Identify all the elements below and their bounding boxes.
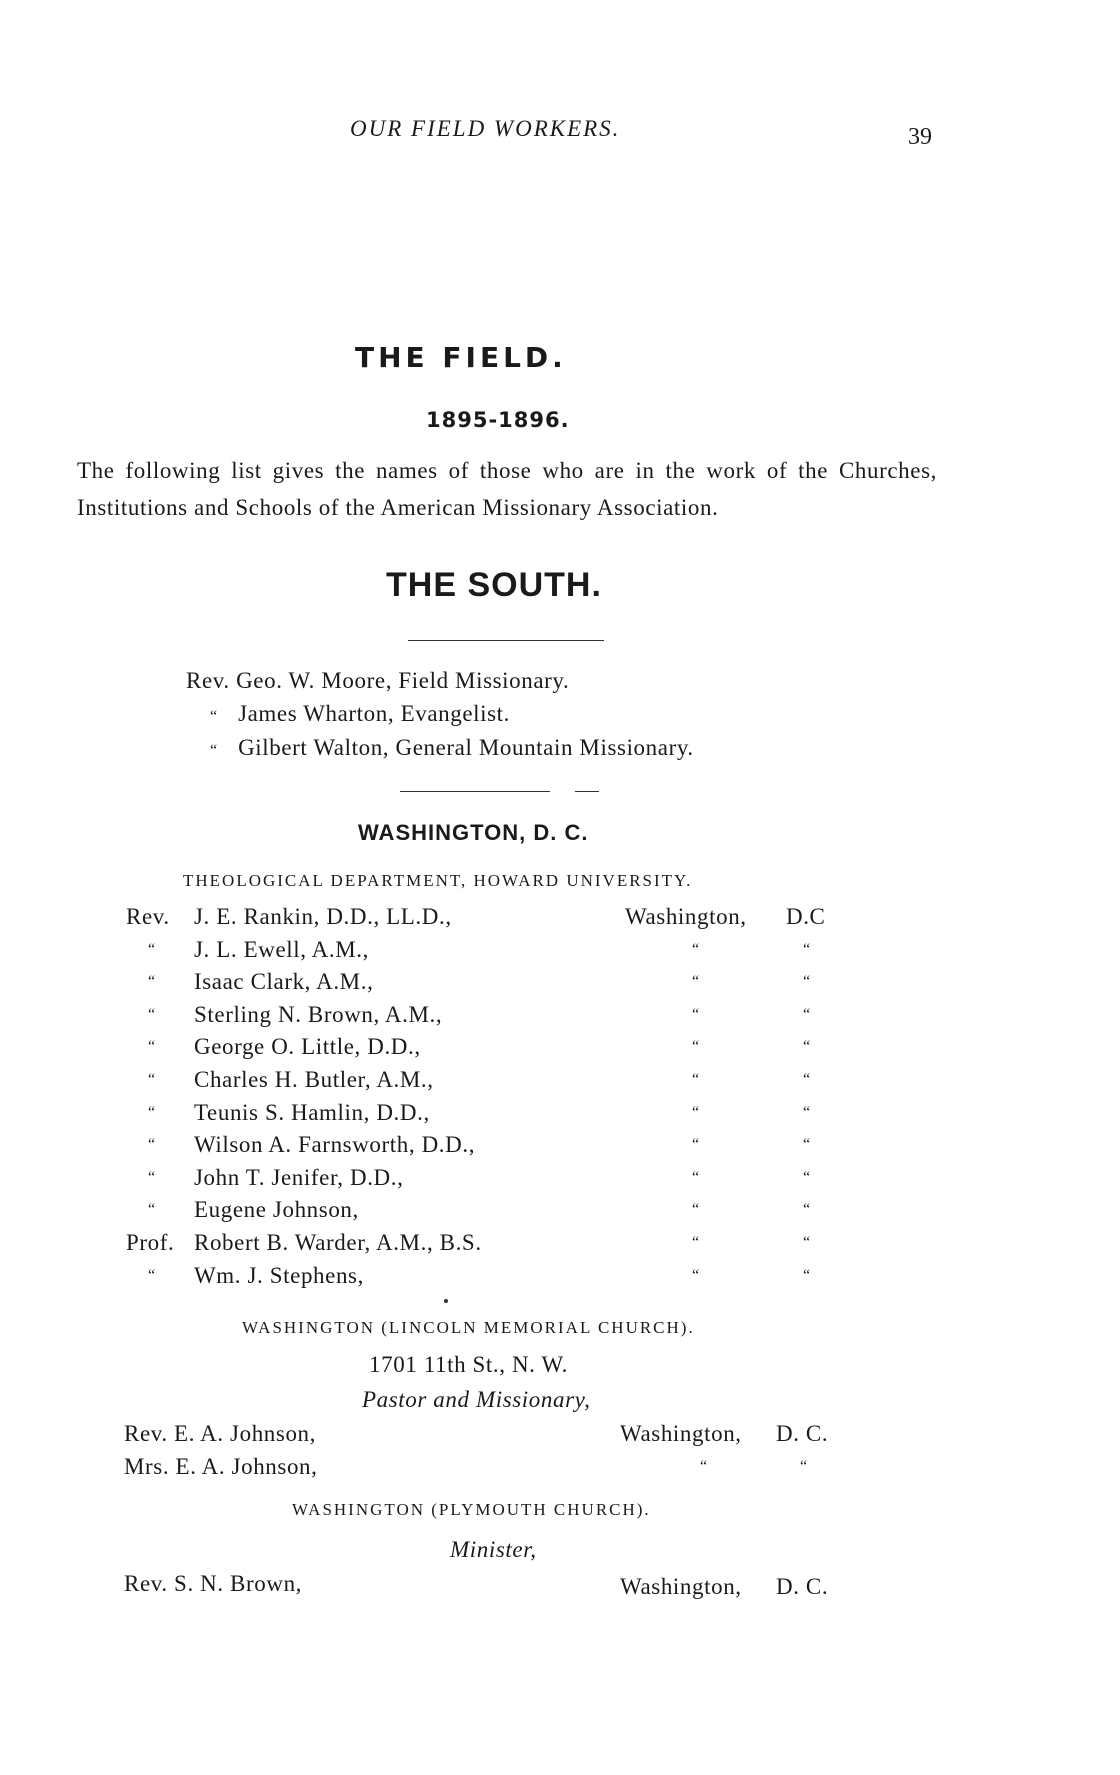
divider — [408, 640, 604, 641]
staff-state: “ — [803, 1169, 811, 1186]
general-row — [186, 668, 569, 694]
general-row — [210, 701, 510, 727]
staff-city: “ — [692, 941, 700, 958]
staff-prefix: “ — [148, 1006, 156, 1023]
row-text: James Wharton, Evangelist. — [238, 701, 511, 726]
staff-prefix: Prof. — [126, 1230, 175, 1255]
staff-state: “ — [803, 1071, 811, 1088]
staff-state: “ — [803, 1104, 811, 1121]
staff-state: D. C. — [776, 1574, 829, 1599]
staff-state: “ — [803, 1038, 811, 1055]
church-address: 1701 11th St., N. W. — [369, 1352, 569, 1377]
staff-prefix: “ — [148, 1169, 156, 1186]
staff-prefix: “ — [148, 1201, 156, 1218]
staff-city: “ — [692, 1169, 700, 1186]
staff-state: “ — [803, 973, 811, 990]
staff-city: “ — [700, 1458, 708, 1475]
staff-city: “ — [692, 1201, 700, 1218]
intro-paragraph: The following list gives the names of those who are in the work of the Churches, Institutions and Schools of the American Missionary Association. — [77, 458, 937, 520]
staff-state: “ — [803, 1201, 811, 1218]
staff-prefix: “ — [148, 941, 156, 958]
general-row — [210, 735, 694, 761]
staff-state: “ — [803, 1234, 811, 1251]
staff-city: Washington, — [620, 1574, 742, 1599]
decorative-dot — [444, 1299, 448, 1303]
staff-city: “ — [692, 1136, 700, 1153]
staff-state: “ — [803, 1267, 811, 1284]
staff-name: Wm. J. Stephens, — [194, 1263, 364, 1288]
row-prefix: Rev. — [186, 668, 230, 693]
staff-name: J. L. Ewell, A.M., — [194, 937, 369, 962]
staff-name: Robert B. Warder, A.M., B.S. — [194, 1230, 482, 1255]
divider — [400, 791, 550, 792]
staff-city: “ — [692, 1104, 700, 1121]
staff-state: D. C. — [776, 1421, 829, 1446]
divider — [575, 791, 599, 792]
staff-name: Mrs. E. A. Johnson, — [124, 1454, 318, 1479]
staff-name: George O. Little, D.D., — [194, 1034, 421, 1059]
staff-prefix: “ — [148, 1104, 156, 1121]
section-title: THE FIELD. — [355, 341, 567, 374]
row-prefix: “ — [210, 708, 218, 725]
church-role: Pastor and Missionary, — [362, 1387, 591, 1412]
church-role: Minister, — [450, 1537, 537, 1562]
row-prefix: “ — [210, 742, 218, 759]
staff-prefix: “ — [148, 1038, 156, 1055]
staff-name: Eugene Johnson, — [194, 1197, 359, 1222]
staff-state: “ — [803, 941, 811, 958]
staff-city: “ — [692, 1038, 700, 1055]
staff-state: D.C — [786, 904, 826, 929]
staff-city: “ — [692, 1006, 700, 1023]
staff-name: J. E. Rankin, D.D., LL.D., — [194, 904, 452, 929]
row-text: Gilbert Walton, General Mountain Missionary. — [238, 735, 694, 760]
row-text: Geo. W. Moore, Field Missionary. — [236, 668, 570, 693]
staff-name: Wilson A. Farnsworth, D.D., — [194, 1132, 476, 1157]
staff-prefix: “ — [148, 1071, 156, 1088]
staff-name: Teunis S. Hamlin, D.D., — [194, 1100, 430, 1125]
staff-city: “ — [692, 1267, 700, 1284]
staff-city: Washington, — [620, 1421, 742, 1446]
church-heading: WASHINGTON (PLYMOUTH CHURCH). — [292, 1500, 651, 1519]
staff-name: Isaac Clark, A.M., — [194, 969, 374, 994]
staff-prefix: Rev. — [126, 904, 170, 929]
department-heading: THEOLOGICAL DEPARTMENT, HOWARD UNIVERSITY. — [183, 871, 693, 890]
staff-name: Charles H. Butler, A.M., — [194, 1067, 434, 1092]
staff-name: Sterling N. Brown, A.M., — [194, 1002, 443, 1027]
staff-city: “ — [692, 1071, 700, 1088]
church-heading: WASHINGTON (LINCOLN MEMORIAL CHURCH). — [242, 1318, 695, 1337]
staff-prefix: “ — [148, 1136, 156, 1153]
staff-name: Rev. E. A. Johnson, — [124, 1421, 316, 1446]
section-years: 1895-1896. — [426, 408, 570, 432]
staff-state: “ — [803, 1136, 811, 1153]
page-number: 39 — [908, 124, 932, 150]
staff-city: Washington, — [625, 904, 747, 929]
running-head: OUR FIELD WORKERS. — [350, 116, 621, 141]
staff-prefix: “ — [148, 973, 156, 990]
staff-name: Rev. S. N. Brown, — [124, 1571, 303, 1596]
region-title: THE SOUTH. — [386, 566, 602, 604]
location-title: WASHINGTON, D. C. — [358, 820, 589, 845]
staff-prefix: “ — [148, 1267, 156, 1284]
staff-state: “ — [800, 1458, 808, 1475]
staff-name: John T. Jenifer, D.D., — [194, 1165, 404, 1190]
staff-city: “ — [692, 973, 700, 990]
staff-state: “ — [803, 1006, 811, 1023]
staff-city: “ — [692, 1234, 700, 1251]
